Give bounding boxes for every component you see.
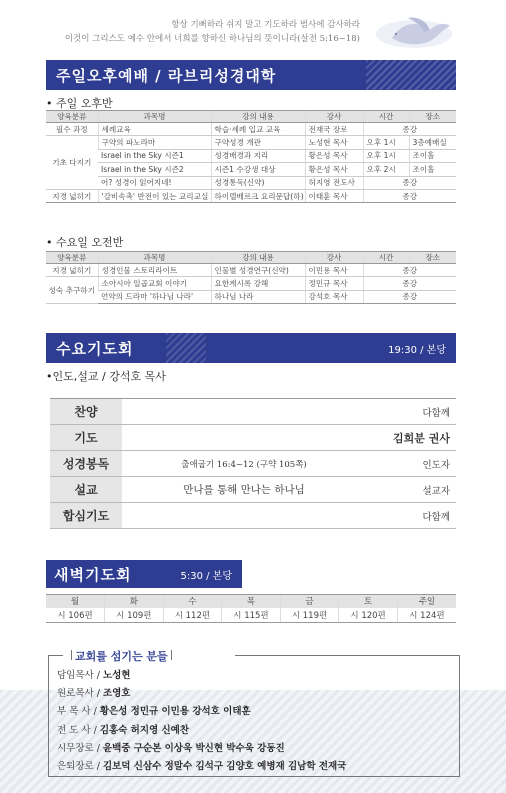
cell-time: 오후 1시 [363, 136, 409, 149]
banner-title: 주일오후예배 / 라브리성경대학 [56, 66, 277, 85]
cell-subject: '갈비속촉' 반전이 있는 교리교실 [98, 189, 211, 202]
psalm-cell: 시 119편 [280, 608, 339, 623]
cell-teacher: 허지영 전도사 [305, 176, 363, 189]
role: 전 도 사 / [57, 724, 100, 736]
order-content [122, 425, 366, 450]
cell-content: 인물별 성경연구(신약) [211, 264, 305, 277]
dawn-reading-table [46, 594, 456, 623]
cell-time: 종강 [363, 277, 456, 290]
names: 김보덕 신삼수 정말수 김석구 김양호 예병재 김남학 전재국 [102, 761, 347, 773]
day-cell: 월 [46, 595, 105, 608]
verse-line-1: 항상 기뻐하라 쉬지 말고 기도하라 범사에 감사하라 [171, 20, 360, 30]
sunday-afternoon-banner [46, 60, 456, 90]
cell-time: 종강 [363, 176, 456, 189]
table-row [46, 189, 456, 202]
order-content: 만나를 통해 만나는 하나님 [183, 484, 305, 496]
cell-subject: 성경인물 스토리라이트 [98, 264, 211, 277]
day-cell: 금 [280, 595, 339, 608]
cell-content: 성경배경과 지리 [211, 149, 305, 162]
banner-title: 새벽기도회 [54, 565, 132, 584]
cell-content: 요한계시록 강해 [211, 277, 305, 290]
list-item [57, 685, 346, 703]
psalm-cell: 시 106편 [46, 608, 105, 623]
scripture-verse [60, 18, 360, 46]
servants-list [57, 667, 346, 776]
cell-teacher: 이민용 목사 [305, 264, 363, 277]
list-item [57, 722, 346, 740]
cell-content: 하나님 나라 [211, 290, 305, 303]
cell-category: 필수 과정 [46, 123, 98, 136]
role: 시무장로 / [57, 742, 103, 754]
table-header-row [46, 595, 456, 608]
section-heading: • 수요일 오전반 [46, 236, 124, 249]
cell-teacher: 황은성 목사 [305, 149, 363, 162]
cell-category: 성숙 추구하기 [46, 277, 98, 304]
col-teacher: 강사 [305, 111, 363, 123]
order-row [50, 425, 456, 451]
table-row [46, 163, 456, 176]
cell-content: 하이델베르크 요리문답(하) [211, 189, 305, 202]
role: 담임목사 / [57, 670, 103, 681]
names: 조영호 [102, 688, 131, 700]
order-label: 설교 [50, 477, 122, 502]
cell-content: 구약성경 개관 [211, 136, 305, 149]
cell-category: 지경 넓히기 [46, 264, 98, 277]
col-subject: 과목명 [98, 252, 211, 264]
banner-time-place: 5:30 / 본당 [180, 570, 232, 582]
order-person: 다함께 [422, 407, 450, 419]
psalm-cell: 시 124편 [397, 608, 456, 623]
order-person: 인도자 [422, 459, 450, 471]
role: 은퇴장로 / [57, 761, 103, 773]
worship-order [50, 398, 456, 529]
banner-title: 수요기도회 [56, 339, 134, 358]
cell-content: 학습·세례 입교 교육 [211, 123, 305, 136]
list-item [57, 703, 346, 721]
table-row [46, 264, 456, 277]
order-row [50, 399, 456, 425]
table-row [46, 608, 456, 623]
cell-content: 시즌1 수강생 대상 [211, 163, 305, 176]
cell-content: 성경통독(신약) [211, 176, 305, 189]
leader-line: •인도,설교 / 강석호 목사 [46, 370, 166, 383]
cell-place: 조이홀 [409, 149, 456, 162]
col-subject: 과목명 [98, 111, 211, 123]
verse-line-2: 이것이 그리스도 예수 안에서 너희를 향하신 하나님의 뜻이니라(살전 5:16~18) [64, 34, 360, 44]
cell-teacher: 정민규 목사 [305, 277, 363, 290]
names: 황은성 정민규 이민용 강석호 이태훈 [99, 706, 251, 718]
psalm-cell: 시 109편 [105, 608, 164, 623]
order-content [122, 399, 366, 424]
banner-time-place: 19:30 / 본당 [388, 344, 446, 356]
wednesday-schedule-table [46, 251, 456, 304]
cell-time: 오후 2시 [363, 163, 409, 176]
list-item [57, 758, 346, 776]
order-content [122, 503, 366, 528]
day-cell: 수 [163, 595, 222, 608]
cell-subject: 언약의 드라마 '하나님 나라' [98, 290, 211, 303]
cell-teacher: 황은성 목사 [305, 163, 363, 176]
day-cell: 화 [105, 595, 164, 608]
order-person: 다함께 [422, 511, 450, 523]
names: 김홍숙 허지영 신예찬 [99, 724, 190, 736]
names: 윤백중 구순본 이상욱 박신현 박수욱 강동진 [102, 742, 285, 754]
order-label: 합심기도 [50, 503, 122, 528]
cell-subject: 구약의 파노라마 [98, 136, 211, 149]
names: 노성현 [102, 670, 131, 681]
cell-subject: Israel in the Sky 시즌1 [98, 149, 211, 162]
section-heading: • 주일 오후반 [46, 97, 113, 110]
col-teacher: 강사 [305, 252, 363, 264]
table-row [46, 136, 456, 149]
dove-illustration-icon [372, 12, 456, 52]
table-row [46, 277, 456, 290]
cell-subject: Israel in the Sky 시즌2 [98, 163, 211, 176]
table-row [46, 149, 456, 162]
col-category: 양육분류 [46, 111, 98, 123]
table-header-row [46, 252, 456, 264]
cell-teacher: 이태훈 목사 [305, 189, 363, 202]
list-item [57, 667, 346, 685]
dawn-prayer-banner [46, 560, 242, 588]
order-label: 기도 [50, 425, 122, 450]
list-item [57, 740, 346, 758]
order-person: 설교자 [422, 485, 450, 497]
col-content: 강의 내용 [211, 111, 305, 123]
order-content: 출애굽기 16:4~12 (구약 105쪽) [181, 459, 307, 470]
table-row [46, 123, 456, 136]
order-label: 성경봉독 [50, 451, 122, 476]
wednesday-prayer-banner [46, 333, 456, 363]
psalm-cell: 시 112편 [163, 608, 222, 623]
col-content: 강의 내용 [211, 252, 305, 264]
cell-subject: 소아시아 일곱교회 이야기 [98, 277, 211, 290]
cell-subject: 어? 성경이 읽어지네! [98, 176, 211, 189]
cell-category: 기초 다지기 [46, 136, 98, 190]
col-place: 장소 [409, 111, 456, 123]
order-label: 찬양 [50, 399, 122, 424]
table-header-row [46, 111, 456, 123]
order-person: 김희분 권사 [393, 431, 450, 445]
col-category: 양육분류 [46, 252, 98, 264]
col-place: 장소 [409, 252, 456, 264]
cell-teacher: 노성현 목사 [305, 136, 363, 149]
day-cell: 주일 [397, 595, 456, 608]
cell-time: 종강 [363, 290, 456, 303]
order-row [50, 451, 456, 477]
cell-place: 조이홀 [409, 163, 456, 176]
col-time: 시간 [363, 111, 409, 123]
col-time: 시간 [363, 252, 409, 264]
cell-place: 3층예배실 [409, 136, 456, 149]
order-row [50, 477, 456, 503]
day-cell: 토 [339, 595, 398, 608]
psalm-cell: 시 115편 [222, 608, 281, 623]
order-row [50, 503, 456, 529]
sunday-schedule-table [46, 110, 456, 203]
cell-category: 지경 넓히기 [46, 189, 98, 202]
cell-time: 종강 [363, 123, 456, 136]
day-cell: 목 [222, 595, 281, 608]
cell-teacher: 전재국 장로 [305, 123, 363, 136]
psalm-cell: 시 120편 [339, 608, 398, 623]
church-servants-box [48, 650, 460, 777]
role: 원로목사 / [57, 688, 103, 700]
cell-time: 오후 1시 [363, 149, 409, 162]
role: 부 목 사 / [57, 706, 100, 718]
servants-caption: 교회를 섬기는 분들 [71, 648, 172, 664]
cell-subject: 세례교육 [98, 123, 211, 136]
cell-time: 종강 [363, 189, 456, 202]
table-row [46, 290, 456, 303]
table-row [46, 176, 456, 189]
cell-teacher: 강석호 목사 [305, 290, 363, 303]
cell-time: 종강 [363, 264, 456, 277]
